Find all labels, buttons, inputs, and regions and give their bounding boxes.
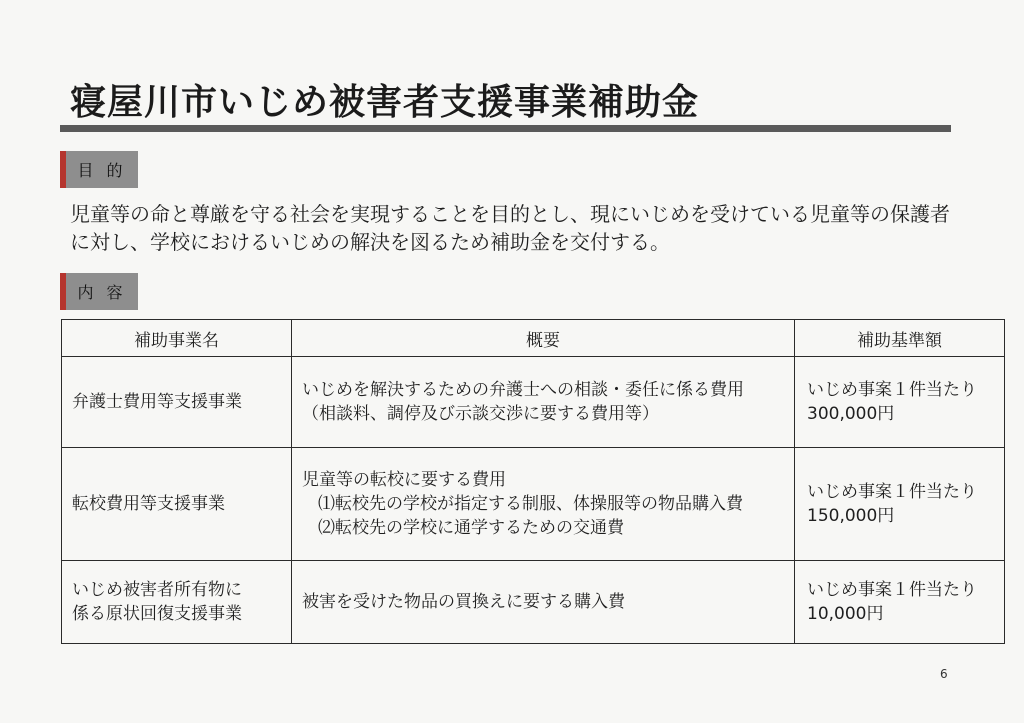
page-title: 寝屋川市いじめ被害者支援事業補助金 — [70, 82, 700, 123]
amount-value: 150,000円 — [807, 506, 895, 526]
header-standard-amount: 補助基準額 — [795, 320, 1005, 357]
program-name: 転校費用等支援事業 — [72, 494, 225, 514]
page-number: 6 — [940, 667, 948, 681]
program-name-cell — [62, 561, 292, 644]
amount-basis: いじめ事案１件当たり — [807, 380, 977, 400]
summary-line: （相談料、調停及び示談交渉に要する費用等） — [302, 404, 659, 424]
amount-cell — [795, 357, 1005, 448]
table-row — [62, 357, 1005, 448]
summary-line: 被害を受けた物品の買換えに要する購入費 — [302, 592, 625, 612]
content-label-text: 内 容 — [77, 283, 127, 302]
amount-value: 10,000円 — [807, 604, 884, 624]
program-name: いじめ被害者所有物に — [72, 580, 242, 600]
amount-cell — [795, 448, 1005, 561]
summary-cell — [292, 357, 795, 448]
purpose-section-label — [60, 151, 138, 188]
summary-line: ⑴転校先の学校が指定する制服、体操服等の物品購入費 — [318, 494, 743, 514]
summary-cell — [292, 561, 795, 644]
program-name-cell — [62, 448, 292, 561]
purpose-label-text: 目 的 — [77, 161, 127, 180]
program-name-cell — [62, 357, 292, 448]
purpose-text — [70, 200, 970, 256]
purpose-line: 児童等の命と尊厳を守る社会を実現することを目的とし、現にいじめを受けている児童等の保護者 — [70, 202, 950, 226]
table-row — [62, 448, 1005, 561]
purpose-line: に対し、学校におけるいじめの解決を図るため補助金を交付する。 — [70, 230, 670, 254]
program-name: 弁護士費用等支援事業 — [72, 392, 242, 412]
header-summary: 概要 — [292, 320, 795, 357]
program-name: 係る原状回復支援事業 — [72, 604, 242, 624]
content-section-label — [60, 273, 138, 310]
summary-cell — [292, 448, 795, 561]
amount-value: 300,000円 — [807, 404, 895, 424]
table-row — [62, 561, 1005, 644]
summary-line: いじめを解決するための弁護士への相談・委任に係る費用 — [302, 380, 744, 400]
table-header-row — [62, 320, 1005, 357]
title-underline — [60, 125, 951, 132]
summary-line: ⑵転校先の学校に通学するための交通費 — [318, 518, 624, 538]
summary-line: 児童等の転校に要する費用 — [302, 470, 506, 490]
amount-cell — [795, 561, 1005, 644]
amount-basis: いじめ事案１件当たり — [807, 580, 977, 600]
subsidy-table — [61, 319, 1005, 644]
amount-basis: いじめ事案１件当たり — [807, 482, 977, 502]
header-program-name: 補助事業名 — [62, 320, 292, 357]
